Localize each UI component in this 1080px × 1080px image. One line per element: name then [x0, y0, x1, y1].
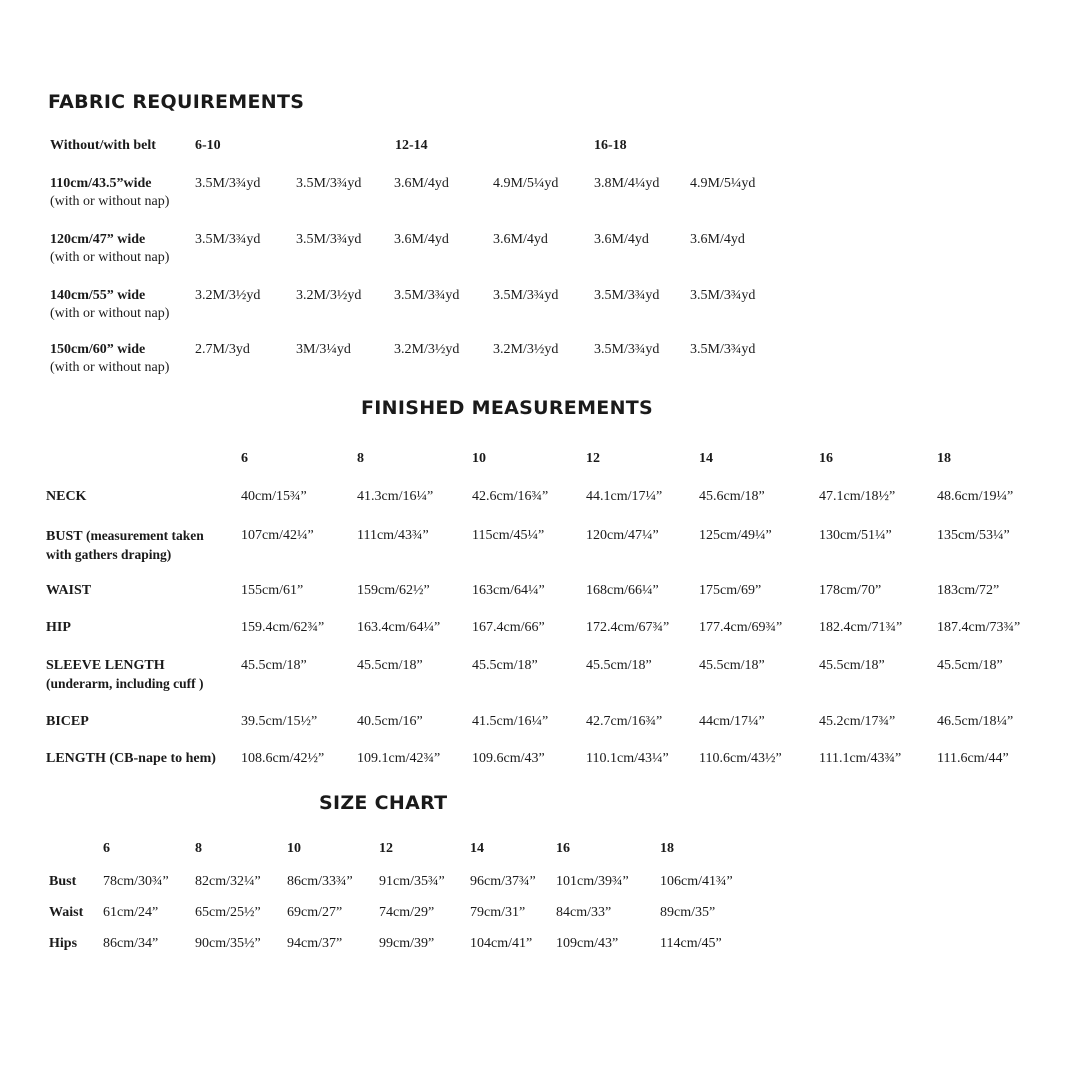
size-chart-value-cell: 96cm/37¾” [470, 874, 536, 889]
size-chart-value-cell: 106cm/41¾” [660, 874, 733, 889]
finished-value-cell: 41.3cm/16¼” [357, 489, 434, 504]
finished-value-cell: 45.5cm/18” [937, 658, 1003, 673]
finished-size-header: 6 [241, 451, 248, 466]
size-chart-value-cell: 101cm/39¾” [556, 874, 629, 889]
size-chart-value-cell: 84cm/33” [556, 905, 612, 920]
finished-value-cell: 172.4cm/67¾” [586, 620, 670, 635]
fabric-size-group: 6-10 [195, 138, 221, 153]
finished-row-label: BUST (measurement taken with gathers draping) [46, 528, 204, 562]
finished-row-label: BICEP [46, 714, 89, 729]
finished-size-header: 10 [472, 451, 486, 466]
size-chart-value-cell: 69cm/27” [287, 905, 343, 920]
finished-value-cell: 163.4cm/64¼” [357, 620, 441, 635]
size-chart-value-cell: 99cm/39” [379, 936, 435, 951]
finished-value-cell: 130cm/51¼” [819, 528, 892, 543]
finished-value-cell: 45.5cm/18” [241, 658, 307, 673]
fabric-value-cell: 3.5M/3¾yd [594, 342, 660, 357]
fabric-value-cell: 3.5M/3¾yd [394, 288, 460, 303]
size-chart-row-label: Waist [49, 905, 84, 920]
finished-value-cell: 45.6cm/18” [699, 489, 765, 504]
finished-value-cell: 159cm/62½” [357, 583, 430, 598]
finished-value-cell: 178cm/70” [819, 583, 882, 598]
finished-value-cell: 107cm/42¼” [241, 528, 314, 543]
size-chart-value-cell: 86cm/34” [103, 936, 159, 951]
size-chart-title: SIZE CHART [319, 792, 448, 814]
fabric-value-cell: 3M/3¼yd [296, 342, 351, 357]
finished-value-cell: 163cm/64¼” [472, 583, 545, 598]
finished-value-cell: 111.6cm/44” [937, 751, 1009, 766]
fabric-value-cell: 3.2M/3½yd [195, 288, 261, 303]
finished-row-label: WAIST [46, 583, 92, 598]
fabric-nap-note: (with or without nap) [50, 250, 170, 265]
finished-row-label: LENGTH (CB-nape to hem) [46, 751, 216, 766]
size-chart-value-cell: 79cm/31” [470, 905, 526, 920]
finished-value-cell: 175cm/69” [699, 583, 762, 598]
finished-row-label: HIP [46, 620, 71, 635]
finished-value-cell: 109.6cm/43” [472, 751, 545, 766]
fabric-value-cell: 3.5M/3¾yd [195, 232, 261, 247]
fabric-value-cell: 3.5M/3¾yd [690, 288, 756, 303]
finished-value-cell: 39.5cm/15½” [241, 714, 318, 729]
fabric-width-label: 110cm/43.5”wide [50, 176, 152, 191]
finished-value-cell: 44cm/17¼” [699, 714, 765, 729]
size-chart-size-header: 8 [195, 841, 202, 856]
size-chart-value-cell: 104cm/41” [470, 936, 533, 951]
finished-size-header: 18 [937, 451, 951, 466]
fabric-width-label: 150cm/60” wide [50, 342, 146, 357]
fabric-size-group: 12-14 [395, 138, 428, 153]
size-chart-size-header: 10 [287, 841, 301, 856]
size-chart-value-cell: 94cm/37” [287, 936, 343, 951]
finished-value-cell: 40cm/15¾” [241, 489, 307, 504]
fabric-nap-note: (with or without nap) [50, 194, 170, 209]
fabric-value-cell: 3.5M/3¾yd [296, 232, 362, 247]
size-chart-value-cell: 78cm/30¾” [103, 874, 169, 889]
finished-value-cell: 168cm/66¼” [586, 583, 659, 598]
finished-value-cell: 125cm/49¼” [699, 528, 772, 543]
finished-value-cell: 159.4cm/62¾” [241, 620, 325, 635]
fabric-value-cell: 3.6M/4yd [594, 232, 649, 247]
size-chart-value-cell: 91cm/35¾” [379, 874, 445, 889]
finished-value-cell: 177.4cm/69¾” [699, 620, 783, 635]
fabric-value-cell: 3.2M/3½yd [394, 342, 460, 357]
size-chart-value-cell: 89cm/35” [660, 905, 716, 920]
fabric-value-cell: 3.8M/4¼yd [594, 176, 660, 191]
finished-size-header: 16 [819, 451, 833, 466]
fabric-value-cell: 3.5M/3¾yd [195, 176, 261, 191]
finished-value-cell: 46.5cm/18¼” [937, 714, 1014, 729]
size-chart-row-label: Hips [49, 936, 78, 951]
fabric-header-label: Without/with belt [50, 138, 156, 153]
fabric-requirements-title: FABRIC REQUIREMENTS [48, 91, 305, 113]
finished-value-cell: 167.4cm/66” [472, 620, 545, 635]
finished-value-cell: 110.6cm/43½” [699, 751, 782, 766]
size-chart-value-cell: 90cm/35½” [195, 936, 261, 951]
finished-value-cell: 182.4cm/71¾” [819, 620, 903, 635]
fabric-value-cell: 3.2M/3½yd [493, 342, 559, 357]
finished-value-cell: 42.7cm/16¾” [586, 714, 663, 729]
fabric-value-cell: 3.6M/4yd [394, 232, 449, 247]
finished-size-header: 14 [699, 451, 713, 466]
fabric-width-label: 120cm/47” wide [50, 232, 146, 247]
fabric-size-group: 16-18 [594, 138, 627, 153]
size-chart-size-header: 14 [470, 841, 484, 856]
finished-value-cell: 40.5cm/16” [357, 714, 423, 729]
finished-value-cell: 45.5cm/18” [699, 658, 765, 673]
fabric-nap-note: (with or without nap) [50, 306, 170, 321]
finished-value-cell: 45.5cm/18” [472, 658, 538, 673]
finished-row-label: NECK [46, 489, 87, 504]
finished-value-cell: 109.1cm/42¾” [357, 751, 441, 766]
size-chart-value-cell: 86cm/33¾” [287, 874, 353, 889]
finished-value-cell: 108.6cm/42½” [241, 751, 325, 766]
finished-value-cell: 120cm/47¼” [586, 528, 659, 543]
finished-value-cell: 45.5cm/18” [586, 658, 652, 673]
fabric-value-cell: 3.6M/4yd [690, 232, 745, 247]
fabric-value-cell: 3.5M/3¾yd [296, 176, 362, 191]
fabric-width-label: 140cm/55” wide [50, 288, 146, 303]
size-chart-size-header: 12 [379, 841, 393, 856]
finished-value-cell: 47.1cm/18½” [819, 489, 896, 504]
fabric-nap-note: (with or without nap) [50, 360, 170, 375]
size-chart-value-cell: 82cm/32¼” [195, 874, 261, 889]
finished-value-cell: 41.5cm/16¼” [472, 714, 549, 729]
finished-value-cell: 45.5cm/18” [819, 658, 885, 673]
finished-size-header: 8 [357, 451, 364, 466]
finished-value-cell: 115cm/45¼” [472, 528, 545, 543]
fabric-value-cell: 2.7M/3yd [195, 342, 250, 357]
finished-value-cell: 187.4cm/73¾” [937, 620, 1021, 635]
fabric-value-cell: 3.6M/4yd [394, 176, 449, 191]
size-chart-value-cell: 109cm/43” [556, 936, 619, 951]
finished-row-label: SLEEVE LENGTH (underarm, including cuff ) [46, 658, 204, 691]
fabric-value-cell: 3.5M/3¾yd [493, 288, 559, 303]
finished-value-cell: 44.1cm/17¼” [586, 489, 663, 504]
size-chart-value-cell: 65cm/25½” [195, 905, 261, 920]
size-chart-size-header: 16 [556, 841, 570, 856]
fabric-value-cell: 4.9M/5¼yd [690, 176, 756, 191]
fabric-value-cell: 3.6M/4yd [493, 232, 548, 247]
fabric-value-cell: 3.5M/3¾yd [690, 342, 756, 357]
fabric-value-cell: 3.5M/3¾yd [594, 288, 660, 303]
size-chart-value-cell: 114cm/45” [660, 936, 722, 951]
finished-value-cell: 48.6cm/19¼” [937, 489, 1014, 504]
finished-value-cell: 183cm/72” [937, 583, 1000, 598]
finished-value-cell: 155cm/61” [241, 583, 304, 598]
finished-value-cell: 111cm/43¾” [357, 528, 429, 543]
finished-value-cell: 45.5cm/18” [357, 658, 423, 673]
finished-value-cell: 110.1cm/43¼” [586, 751, 669, 766]
size-chart-size-header: 18 [660, 841, 674, 856]
finished-size-header: 12 [586, 451, 600, 466]
finished-value-cell: 135cm/53¼” [937, 528, 1010, 543]
size-chart-size-header: 6 [103, 841, 110, 856]
finished-value-cell: 111.1cm/43¾” [819, 751, 902, 766]
size-chart-value-cell: 74cm/29” [379, 905, 435, 920]
finished-value-cell: 45.2cm/17¾” [819, 714, 896, 729]
size-chart-value-cell: 61cm/24” [103, 905, 159, 920]
finished-measurements-title: FINISHED MEASUREMENTS [361, 397, 654, 419]
size-chart-row-label: Bust [49, 874, 77, 889]
finished-value-cell: 42.6cm/16¾” [472, 489, 549, 504]
fabric-value-cell: 3.2M/3½yd [296, 288, 362, 303]
fabric-value-cell: 4.9M/5¼yd [493, 176, 559, 191]
